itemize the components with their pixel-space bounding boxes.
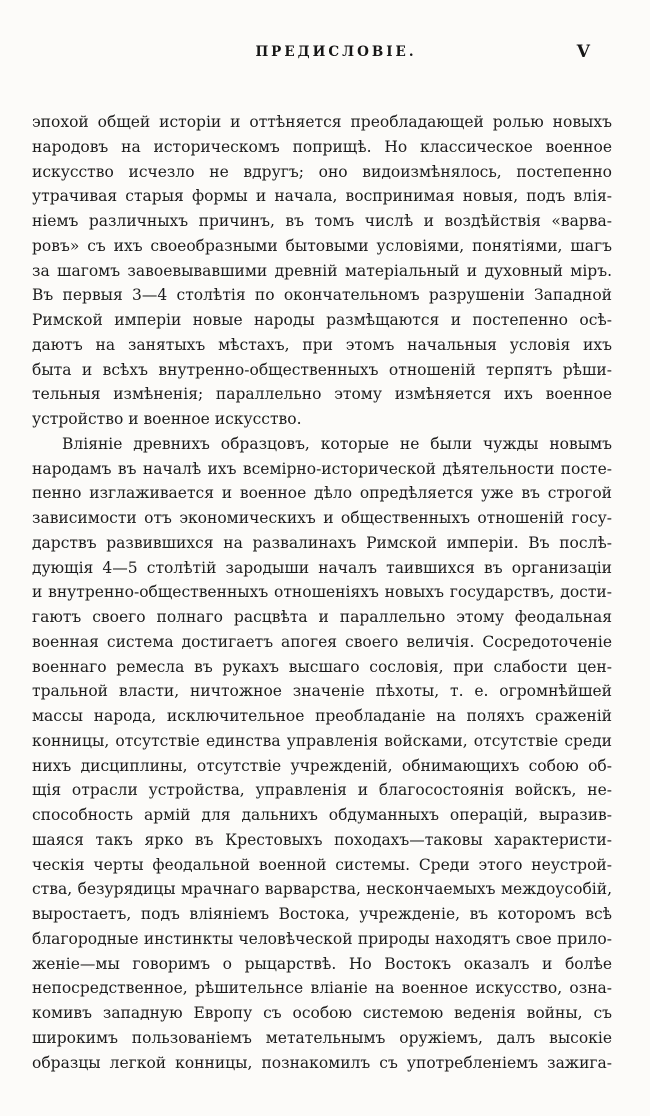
text-line: устройство и военное искусство.: [32, 410, 302, 428]
text-line: зависимости отъ экономическихъ и общественныхъ отношеній госу-: [32, 509, 612, 527]
text-line: ства, безурядицы мрачнаго варварства, нескончаемыхъ междоусобій,: [32, 880, 612, 899]
text-line: нихъ дисциплины, отсутствіе учрежденій, обнимающихъ собою об-: [32, 756, 612, 775]
text-line: щія отрасли устройства, управленія и благосостоянія войскъ, не-: [32, 781, 612, 800]
text-line: широкимъ пользованіемъ метательнымъ оружіемъ, далъ высокіе: [32, 1028, 612, 1047]
text-line: тельныя измѣненія; параллельно этому измѣняется ихъ военное: [32, 385, 612, 404]
text-line: Вліяніе древнихъ образцовъ, которые не были чужды новымъ: [62, 434, 612, 453]
text-line: военная система достигаетъ апогея своего величія. Сосредоточеніе: [32, 632, 612, 651]
text-line: выростаетъ, подъ вліяніемъ Востока, учрежденіе, въ которомъ всѣ: [32, 905, 612, 923]
text-line: Въ первыя 3—4 столѣтія по окончательномъ разрушеніи Западной: [32, 286, 612, 305]
text-line: тральной власти, ничтожное значеніе пѣхоты, т. е. огромнѣйшей: [32, 682, 612, 701]
text-line: эпохой общей исторіи и оттѣняется преобладающей ролью новыхъ: [32, 113, 612, 131]
text-line: шаяся такъ ярко въ Крестовыхъ походахъ—таковы характеристи-: [32, 830, 612, 849]
text-line: гаютъ своего полнаго расцвѣта и параллельно этому феодальная: [32, 608, 612, 626]
text-line: и внутренно-общественныхъ отношеніяхъ новыхъ государствъ, дости-: [32, 583, 612, 602]
text-line: за шагомъ завоевывавшими древній матеріальный и духовный міръ.: [32, 261, 612, 280]
text-line: Римской имперіи новые народы размѣщаются и постепенно осѣ-: [32, 311, 612, 329]
page-header: [32, 42, 612, 62]
text-line: образцы легкой конницы, познакомилъ съ употребленіемъ зажига-: [32, 1053, 612, 1072]
text-line: ніемъ различныхъ причинъ, въ томъ числѣ и воздѣйствія «варва-: [32, 212, 612, 230]
text-line: женіе—мы говоримъ о рыцарствѣ. Но Востокъ оказалъ и болѣе: [32, 954, 612, 973]
text-line: пенно изглаживается и военное дѣло опредѣляется уже въ строгой: [32, 484, 612, 503]
text-line: военнаго ремесла въ рукахъ высшаго сословія, при слабости цен-: [32, 657, 612, 676]
page-number: V: [576, 42, 590, 62]
text-line: ческія черты феодальной военной системы. Среди этого неустрой-: [32, 855, 612, 874]
text-line: народовъ на историческомъ поприщѣ. Но классическое военное: [32, 137, 612, 156]
text-line: искусство исчезло не вдругъ; оно видоизмѣнялось, постепенно: [32, 162, 612, 181]
text-line: даютъ на занятыхъ мѣстахъ, при этомъ начальныя условія ихъ: [32, 335, 612, 354]
text-line: ровъ» съ ихъ своеобразными бытовыми условіями, понятіями, шагъ: [32, 236, 612, 255]
paragraph: [32, 432, 612, 1076]
running-title: ПРЕДИСЛОВІЕ.: [255, 44, 417, 60]
text-line: дарствъ развившихся на развалинахъ Римской имперіи. Въ послѣ-: [32, 533, 612, 552]
text-line: быта и всѣхъ внутренно-общественныхъ отношеній терпятъ рѣши-: [32, 360, 612, 379]
paragraph: [32, 110, 612, 432]
text-block: [32, 110, 612, 1075]
text-line: дующія 4—5 столѣтій зародыши началъ таившихся въ организаціи: [32, 558, 612, 577]
text-line: комивъ западную Европу съ особою системою веденія войны, съ: [32, 1004, 612, 1022]
text-line: народамъ въ началѣ ихъ всемірно-исторической дѣятельности посте-: [32, 459, 612, 478]
text-line: конницы, отсутствіе единства управленія войсками, отсутствіе среди: [32, 731, 612, 750]
text-line: массы народа, исключительное преобладаніе на поляхъ сраженій: [32, 707, 612, 725]
text-line: благородные инстинкты человѣческой природы находятъ свое прило-: [32, 929, 612, 948]
text-line: утрачивая старыя формы и начала, воспринимая новыя, подъ влія-: [32, 187, 612, 206]
text-line: способность армій для дальнихъ обдуманныхъ операцій, выразив-: [32, 806, 612, 824]
text-line: непосредственное, рѣшительнсе вліаніе на военное искусство, озна-: [32, 979, 612, 998]
